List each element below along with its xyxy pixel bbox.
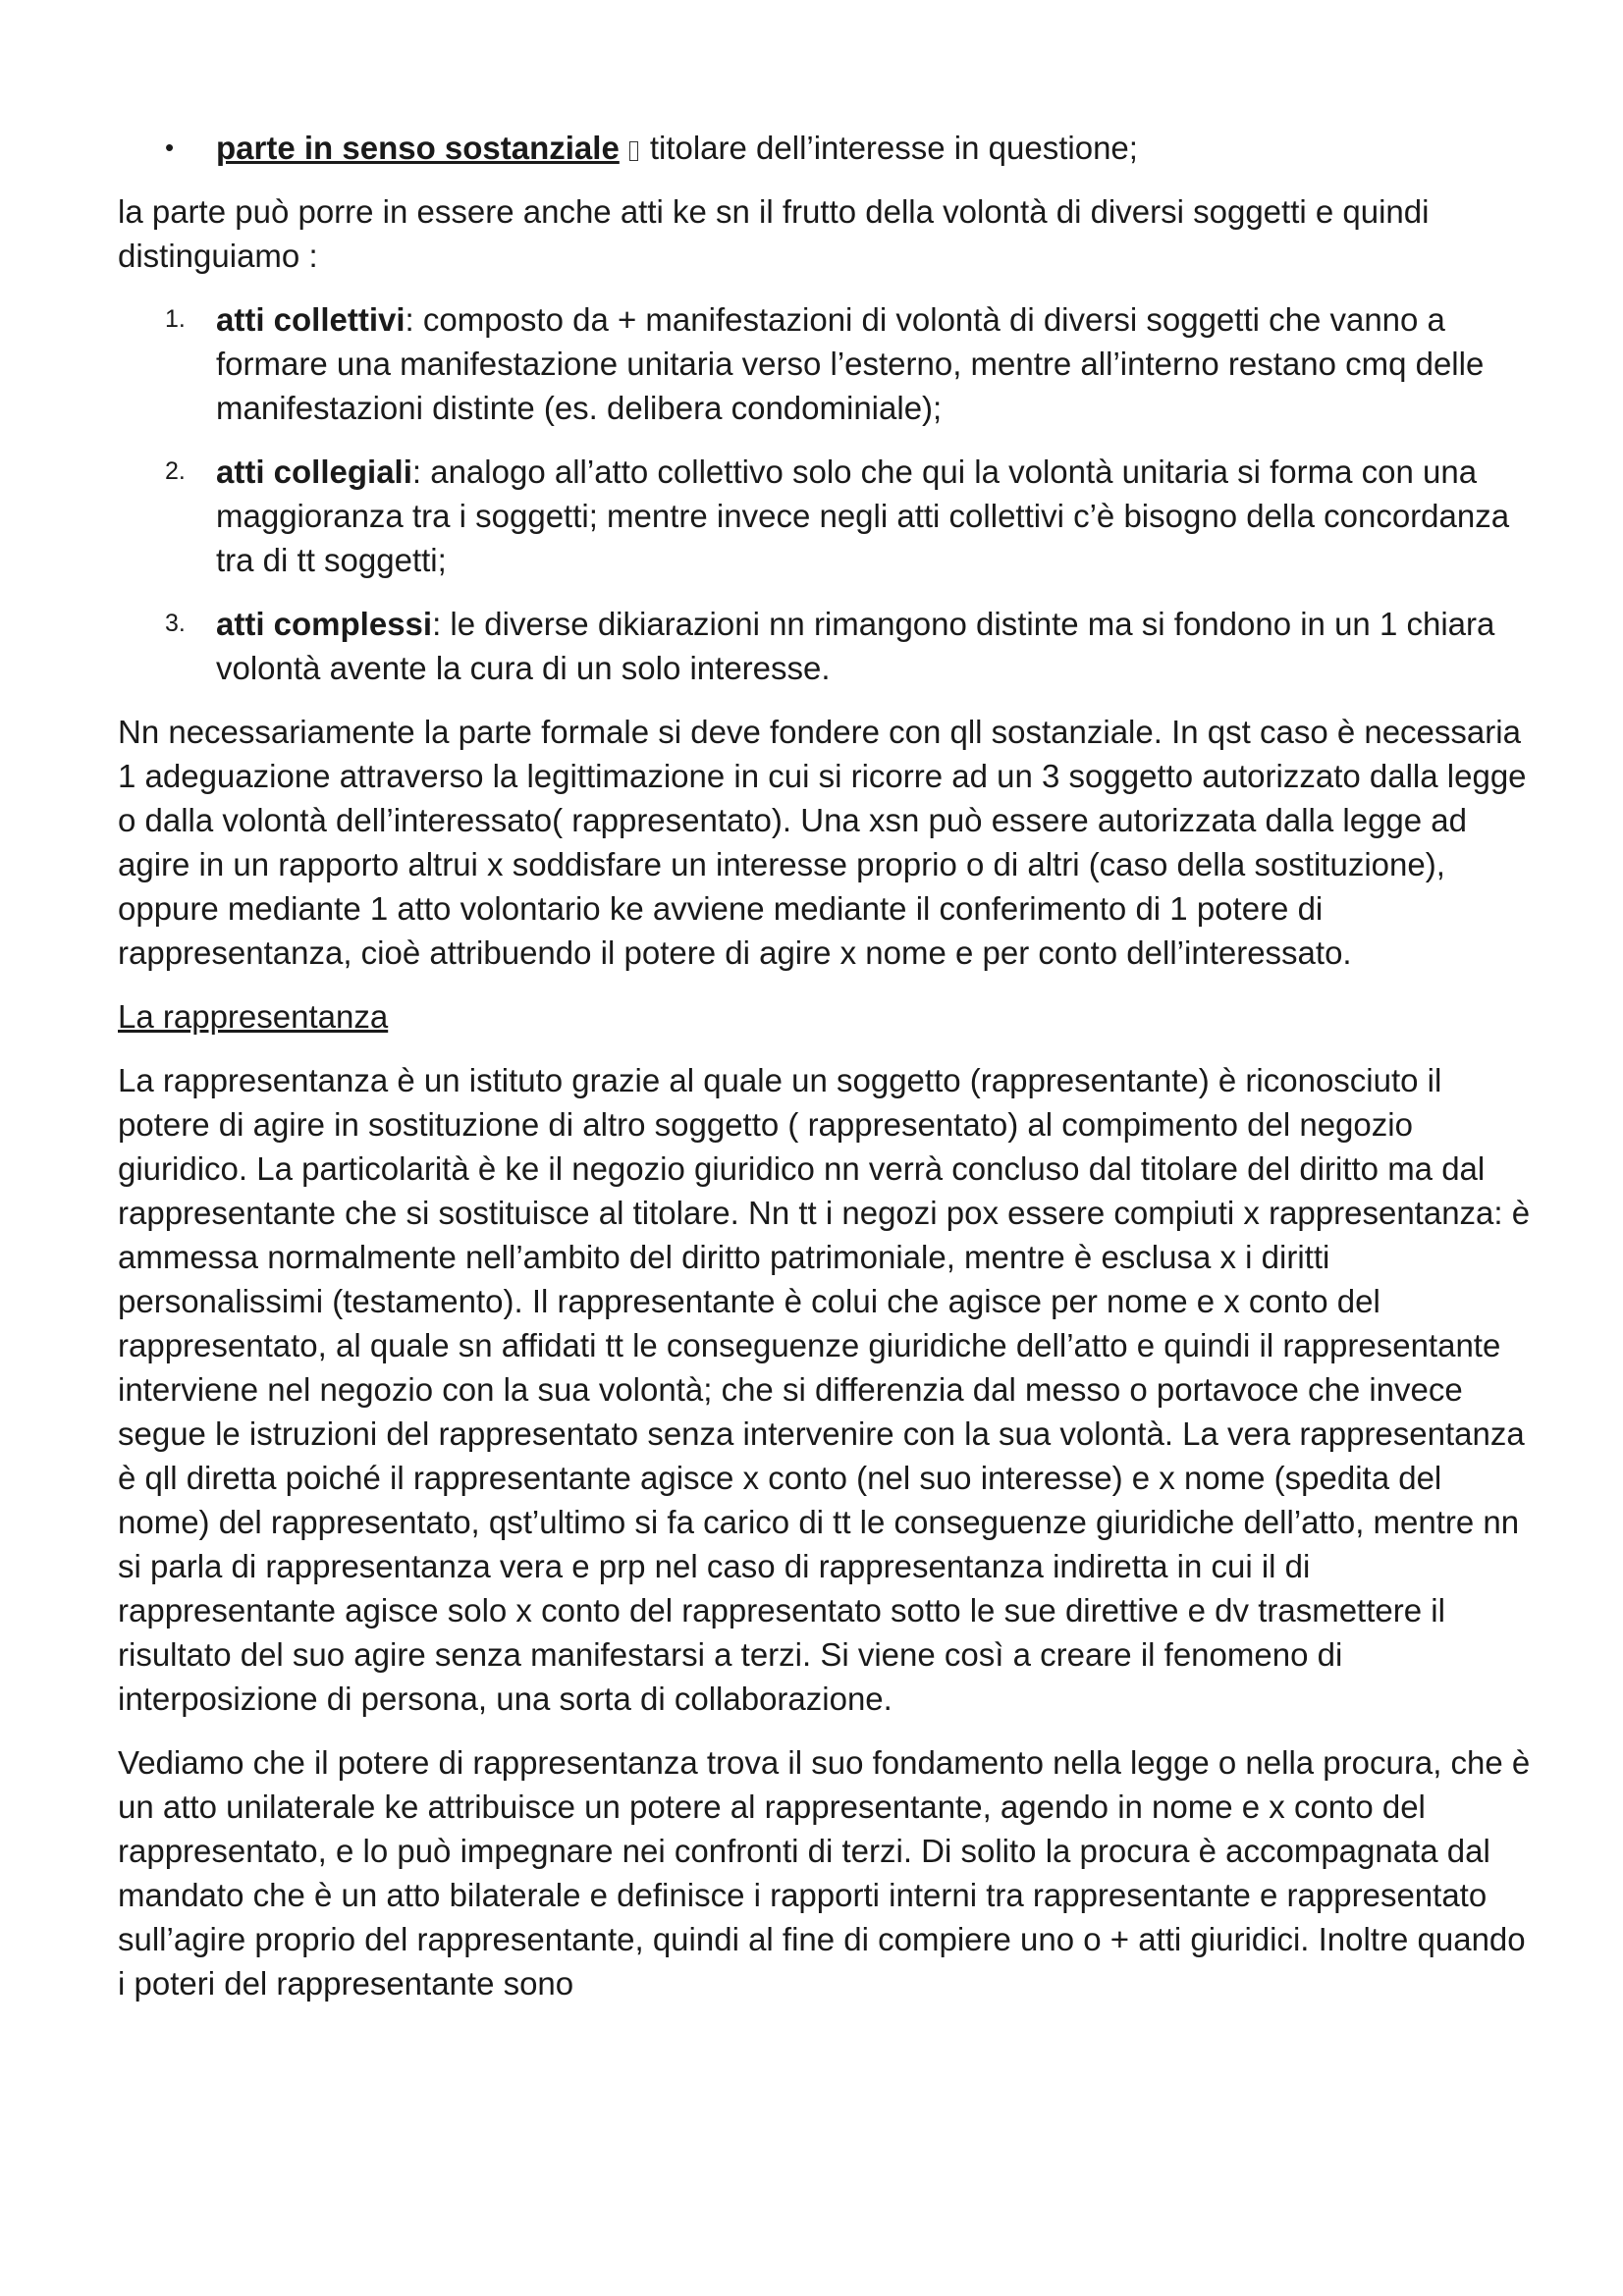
document-page — [118, 126, 1532, 2025]
list-item-term: atti collettivi — [216, 301, 406, 338]
list-item-term: atti complessi — [216, 606, 433, 642]
list-item — [118, 450, 1532, 582]
bullet-item — [118, 126, 1532, 170]
list-item-text: : analogo all’atto collettivo solo che qui la volontà unitaria si forma con una maggioranza tra i soggetti; mentre invece negli atti collettivi c’è bisogno della concordanza tra di tt soggetti; — [216, 454, 1510, 578]
list-item-term: atti collegiali — [216, 454, 412, 490]
right-arrow-icon — [629, 141, 638, 161]
paragraph-rappresentanza: La rappresentanza è un istituto grazie al quale un soggetto (rappresentante) è riconosciuto il potere di agire in sostituzione di altro soggetto ( rappresentato) al compimento del negozio giuridico. La particolarità è ke il negozio giuridico nn verrà concluso dal titolare del diritto ma dal rappresentante che si sostituisce al titolare. Nn tt i negozi pox essere compiuti x rappresentanza: è ammessa normalmente nell’ambito del diritto patrimoniale, mentre è esclusa x i diritti personalissimi (testamento). Il rappresentante è colui che agisce per nome e x conto del rappresentato, al quale sn affidati tt le conseguenze giuridiche dell’atto e quindi il rappresentante interviene nel negozio con la sua volontà; che si differenzia dal messo o portavoce che invece segue le istruzioni del rappresentato senza intervenire con la sua volontà. La vera rappresentanza è qll diretta poiché il rappresentante agisce x conto (nel suo interesse) e x nome (spedita del nome) del rappresentato, qst’ultimo si fa carico di tt le conseguenze giuridiche dell’atto, mentre nn si parla di rappresentanza vera e prp nel caso di rappresentanza indiretta in cui il di rappresentante agisce solo x conto del rappresentato sotto le sue direttive e dv trasmettere il risultato del suo agire senza manifestarsi a terzi. Si viene così a creare il fenomeno di interposizione di persona, una sorta di collaborazione. — [118, 1062, 1531, 1717]
list-item-body — [216, 602, 1532, 690]
list-item-text: : composto da + manifestazioni di volontà di diversi soggetti che vanno a formare una manifestazione unitaria verso l’esterno, mentre all’interno restano cmq delle manifestazioni distinte (es. delibera condominiale); — [216, 301, 1485, 426]
bullet-text: titolare dell’interesse in questione; — [649, 130, 1138, 166]
list-marker: 1. — [165, 305, 186, 333]
paragraph-legittimazione: Nn necessariamente la parte formale si deve fondere con qll sostanziale. In qst caso è necessaria 1 adeguazione attraverso la legittimazione in cui si ricorre ad un 3 soggetto autorizzato dalla legge o dalla volontà dell’interessato( rappresentato). Una xsn può essere autorizzata dalla legge ad agire in un rapporto altrui x soddisfare un interesse proprio o di altri (caso della sostituzione), oppure mediante 1 atto volontario ke avviene mediante il conferimento di 1 potere di rappresentanza, cioè attribuendo il potere di agire x nome e per conto dell’interessato. — [118, 714, 1527, 971]
bullet-body — [216, 126, 1532, 170]
list-item — [118, 297, 1532, 430]
list-item — [118, 602, 1532, 690]
bullet-marker: • — [165, 133, 175, 162]
list-item-text: : le diverse dikiarazioni nn rimangono distinte ma si fondono in un 1 chiara volontà avente la cura di un solo interesse. — [216, 606, 1495, 686]
list-item-body — [216, 297, 1532, 430]
paragraph-procura: Vediamo che il potere di rappresentanza trova il suo fondamento nella legge o nella procura, che è un atto unilaterale ke attribuisce un potere al rappresentante, agendo in nome e x conto del rappresentato, e lo può impegnare nei confronti di terzi. Di solito la procura è accompagnata dal mandato che è un atto bilaterale e definisce i rapporti interni tra rappresentante e rappresentato sull’agire proprio del rappresentante, quindi al fine di compiere uno o + atti giuridici. Inoltre quando i poteri del rappresentante sono — [118, 1744, 1531, 2002]
list-marker: 3. — [165, 610, 186, 637]
list-marker: 2. — [165, 457, 186, 485]
intro-paragraph: la parte può porre in essere anche atti ke sn il frutto della volontà di diversi soggetti e quindi distinguiamo : — [118, 193, 1430, 274]
bullet-term: parte in senso sostanziale — [216, 130, 620, 166]
list-item-body — [216, 450, 1532, 582]
numbered-list — [118, 297, 1532, 690]
section-heading: La rappresentanza — [118, 998, 389, 1035]
